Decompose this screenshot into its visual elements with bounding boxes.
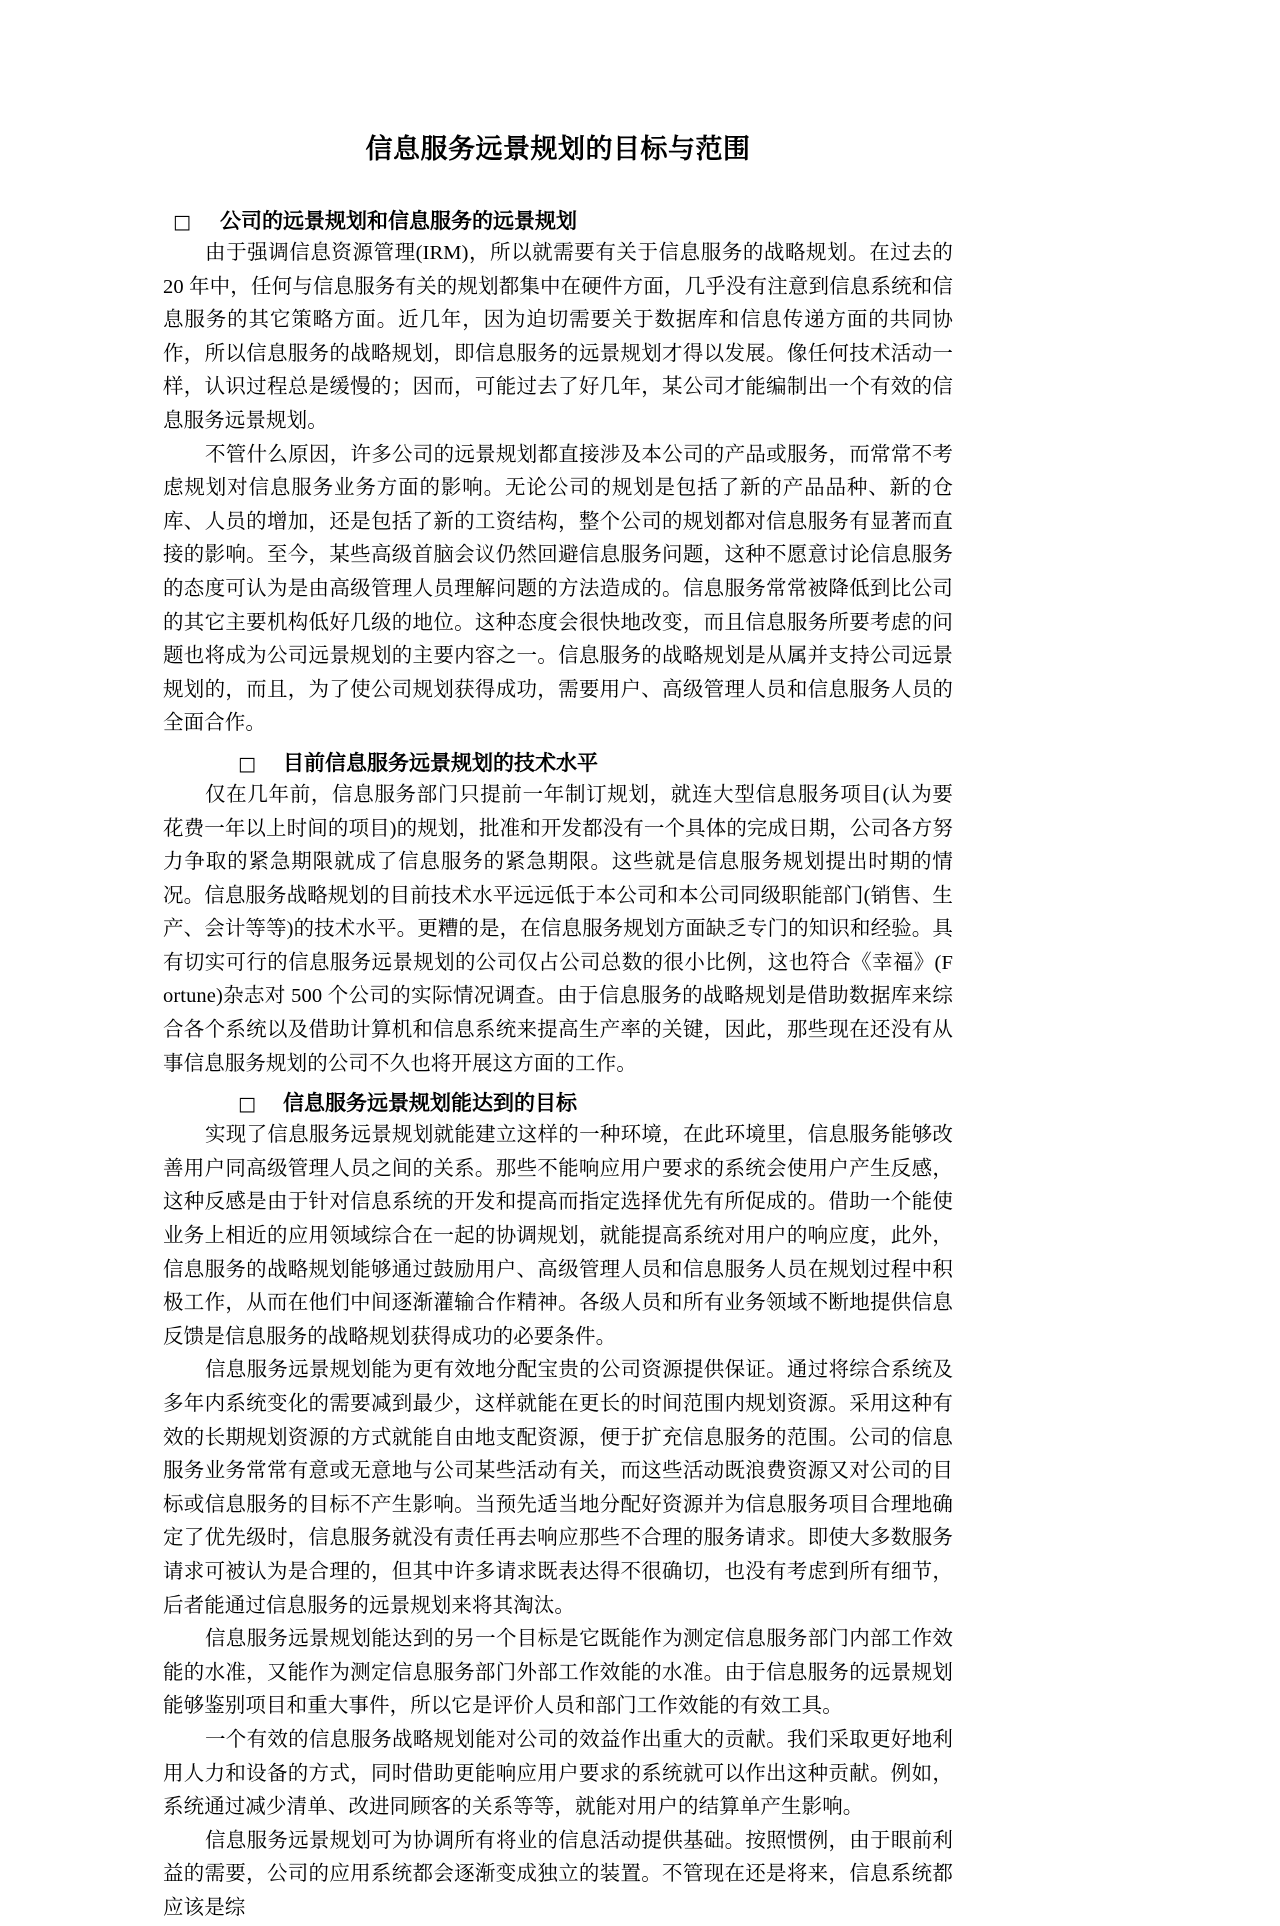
page-title: 信息服务远景规划的目标与范围	[365, 134, 751, 164]
section-heading-2-label: 目前信息服务远景规划的技术水平	[283, 751, 598, 775]
square-bullet-icon: □	[238, 1093, 256, 1116]
square-bullet-icon: □	[173, 211, 191, 233]
paragraph: 不管什么原因，许多公司的远景规划都直接涉及本公司的产品或服务，而常常不考虑规划对信息服务业务方面的影响。无论公司的规划是包括了新的产品品种、新的仓库、人员的增加，还是包括了新的工资结构，整个公司的规划都对信息服务有显著而直接的影响。至今，某些高级首脑会议仍然回避信息服务问题，这种不愿意讨论信息服务的态度可认为是由高级管理人员理解问题的方法造成的。信息服务常常被降低到比公司的其它主要机构低好几级的地位。这种态度会很快地改变，而且信息服务所要考虑的问题也将成为公司远景规划的主要内容之一。信息服务的战略规划是从属并支持公司远景规划的，而且，为了使公司规划获得成功，需要用户、高级管理人员和信息服务人员的全面合作。	[163, 443, 953, 735]
paragraph: 信息服务远景规划可为协调所有将业的信息活动提供基础。按照惯例，由于眼前利益的需要，公司的应用系统都会逐渐变成独立的装置。不管现在还是将来，信息系统都应该是综	[163, 1829, 953, 1919]
section-heading-3	[163, 1081, 953, 1119]
square-bullet-icon: □	[238, 752, 256, 775]
paragraph: 一个有效的信息服务战略规划能对公司的效益作出重大的贡献。我们采取更好地利用人力和设备的方式，同时借助更能响应用户要求的系统就可以作出这种贡献。例如，系统通过减少清单、改进同顾客的关系等等，就能对用户的结算单产生影响。	[163, 1728, 953, 1819]
section-heading-3-label: 信息服务远景规划能达到的目标	[283, 1092, 577, 1116]
paragraph: 实现了信息服务远景规划就能建立这样的一种环境，在此环境里，信息服务能够改善用户同高级管理人员之间的关系。那些不能响应用户要求的系统会使用户产生反感，这种反感是由于针对信息系统的开发和提高而指定选择优先有所促成的。借助一个能使业务上相近的应用领域综合在一起的协调规划，就能提高系统对用户的响应度，此外，信息服务的战略规划能够通过鼓励用户、高级管理人员和信息服务人员在规划过程中积极工作，从而在他们中间逐渐灌输合作精神。各级人员和所有业务领域不断地提供信息反馈是信息服务的战略规划获得成功的必要条件。	[163, 1124, 953, 1348]
section-heading-1-label: 公司的远景规划和信息服务的远景规划	[220, 210, 577, 233]
paragraph: 信息服务远景规划能为更有效地分配宝贵的公司资源提供保证。通过将综合系统及多年内系统变化的需要减到最少，这样就能在更长的时间范围内规划资源。采用这种有效的长期规划资源的方式就能自由地支配资源，便于扩充信息服务的范围。公司的信息服务业务常常有意或无意地与公司某些活动有关，而这些活动既浪费资源又对公司的目标或信息服务的目标不产生影响。当预先适当地分配好资源并为信息服务项目合理地确定了优先级时，信息服务就没有责任再去响应那些不合理的服务请求。即使大多数服务请求可被认为是合理的，但其中许多请求既表达得不很确切，也没有考虑到所有细节，后者能通过信息服务的远景规划来将其淘汰。	[163, 1359, 953, 1617]
document-content	[163, 0, 953, 1926]
section-heading-2	[163, 741, 953, 779]
paragraph: 由于强调信息资源管理(IRM)，所以就需要有关于信息服务的战略规划。在过去的 20 年中，任何与信息服务有关的规划都集中在硬件方面，几乎没有注意到信息系统和信息服务的其它策略方面。近几年，因为迫切需要关于数据库和信息传递方面的共同协作，所以信息服务的战略规划，即信息服务的远景规划才得以发展。像任何技术活动一样，认识过程总是缓慢的；因而，可能过去了好几年，某公司才能编制出一个有效的信息服务远景规划。	[163, 242, 953, 432]
paragraph: 仅在几年前，信息服务部门只提前一年制订规划，就连大型信息服务项目(认为要花费一年以上时间的项目)的规划，批准和开发都没有一个具体的完成日期，公司各方努力争取的紧急期限就成了信息服务的紧急期限。这些就是信息服务规划提出时期的情况。信息服务战略规划的目前技术水平远远低于本公司和本公司同级职能部门(销售、生产、会计等等)的技术水平。更糟的是，在信息服务规划方面缺乏专门的知识和经验。具有切实可行的信息服务远景规划的公司仅占公司总数的很小比例，这也符合《幸福》(Fortune)杂志对 500 个公司的实际情况调查。由于信息服务的战略规划是借助数据库来综合各个系统以及借助计算机和信息系统来提高生产率的关键，因此，那些现在还没有从事信息服务规划的公司不久也将开展这方面的工作。	[163, 783, 953, 1075]
paragraph: 信息服务远景规划能达到的另一个目标是它既能作为测定信息服务部门内部工作效能的水准，又能作为测定信息服务部门外部工作效能的水准。由于信息服务的远景规划能够鉴别项目和重大事件，所以它是评价人员和部门工作效能的有效工具。	[163, 1628, 953, 1718]
section-heading-1	[163, 166, 953, 237]
